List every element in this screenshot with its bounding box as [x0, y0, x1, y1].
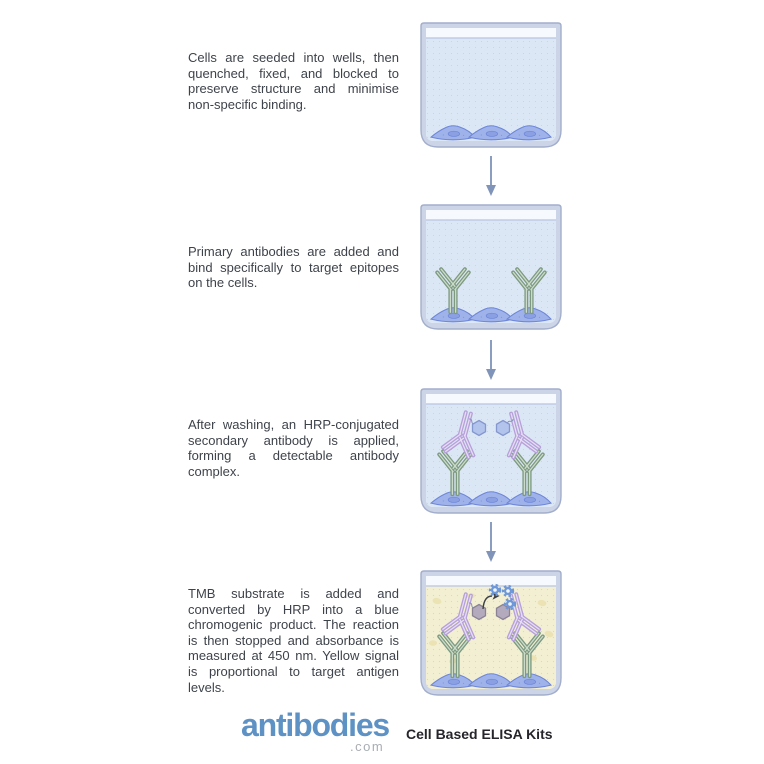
- well-icon: [420, 570, 562, 696]
- product-label: Cell Based ELISA Kits: [406, 726, 553, 742]
- well-icon: [420, 22, 562, 148]
- step-1-well-illustration: [420, 22, 562, 148]
- step-3-description: After washing, an HRP-conjugated secondary antibody is applied, forming a detectable antibody complex.: [188, 417, 399, 479]
- step-2-well-illustration: [420, 204, 562, 330]
- step-4-description: TMB substrate is added and converted by HRP into a blue chromogenic product. The reaction is then stopped and absorbance is measured at 450 nm. Yellow signal is proportional to target antigen levels.: [188, 586, 399, 695]
- brand-logo: antibodies: [241, 707, 390, 743]
- hrp-enzyme-icon: [497, 421, 510, 436]
- well-icon: [420, 204, 562, 330]
- arrow-down-icon: [484, 522, 498, 567]
- arrow-down-icon: [484, 156, 498, 201]
- step-4-well-illustration: [420, 570, 562, 696]
- substrate-blob: [429, 640, 437, 646]
- step-1-description: Cells are seeded into wells, then quenched, fixed, and blocked to preserve structure and minimise non-specific binding.: [188, 50, 399, 112]
- well-icon: [420, 388, 562, 514]
- brand-domain-suffix: .com: [350, 739, 385, 754]
- arrow-down-icon: [484, 340, 498, 385]
- step-2-description: Primary antibodies are added and bind specifically to target epitopes on the cells.: [188, 244, 399, 291]
- hrp-enzyme-icon: [473, 421, 486, 436]
- step-3-well-illustration: [420, 388, 562, 514]
